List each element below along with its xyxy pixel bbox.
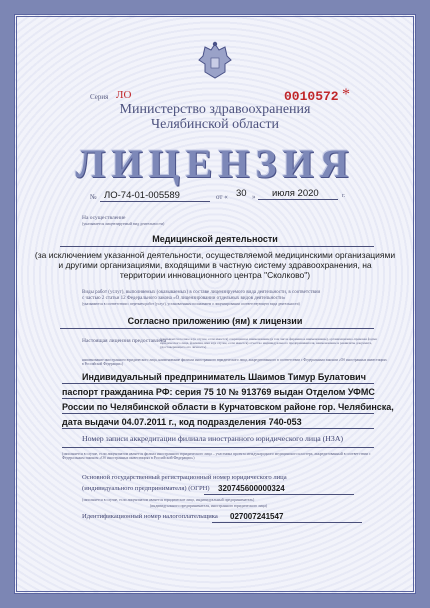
works-text-line1: Виды работ (услуг), выполняемых (оказываемых) в составе лицензируемого вида деятельности, в соответствии	[82, 290, 321, 295]
ogrn-hint: (заполняется в случае, если лицензиатом является юридическое лицо, индивидуальный предприниматель)	[82, 498, 255, 502]
date-day: 30	[236, 188, 247, 199]
licensee-name-line3: России по Челябинской области в Курчатовском районе гор. Челябинска,	[62, 402, 394, 412]
licensee-name-line2: паспорт гражданина РФ: серия 75 10 № 913769 выдан Отделом УФМС	[62, 387, 375, 397]
works-hint: (указываются в соответствии с перечнем работ (услуг), установленным положением о лицензировании соответствующего вида деятельности)	[82, 302, 300, 306]
licensee-intro-hint: (указывается полное и (в случае, если имеется) сокращенное наименование (в том числе фирменное наименование), организационно-правовая форма юридического лица, фамилия, имя и (в случае, если имеется) отчество индивидуального предпринимателя, наименование и реквизиты документа, удостоверяющего его личность)	[160, 337, 377, 349]
activity-exclusion-line1: (за исключением указанной деятельности, осуществляемой медицинскими организациями	[34, 250, 396, 260]
document-title: ЛИЦЕНЗИЯ	[75, 141, 355, 186]
date-month-year: июля 2020	[272, 188, 319, 199]
licensee-intro: Настоящая лицензия предоставлена	[82, 338, 167, 344]
date-close-quote: »	[252, 193, 256, 201]
works-text-line2: с частью 2 статьи 12 Федерального закона «О лицензировании отдельных видов деятельности»	[82, 296, 286, 301]
license-number: ЛО-74-01-005589	[104, 190, 180, 201]
activity-exclusion-line3: территории инновационного центра "Сколково")	[119, 270, 311, 280]
series-value: ЛО	[116, 89, 132, 101]
license-form-number: 0010572	[284, 89, 339, 104]
licensee-name-line1: Индивидуальный предприниматель Шаимов Тимур Булатович	[82, 372, 366, 382]
activity-label: На осуществление	[82, 215, 126, 221]
accreditation-label: Номер записи аккредитации филиала иностранного юридического лица (НЗА)	[82, 434, 344, 443]
ogrn-label-line1: Основной государственный регистрационный номер юридического лица	[82, 474, 287, 481]
ogrn-label-line2: (индивидуального предпринимателя) (ОГРН)	[82, 485, 210, 492]
works-value: Согласно приложению (ям) к лицензии	[127, 316, 303, 326]
number-label: №	[90, 193, 97, 201]
licensee-intro-hint2: наименование иностранного юридического лица, наименование филиала иностранного юридического лица, аккредитованного в соответствии с Федеральным законом «Об иностранных инвестициях в Российской Федерации»)	[82, 358, 387, 367]
ogrn-value: 320745600000324	[218, 484, 285, 493]
accreditation-hint: (заполняется в случае, если лицензиатом является филиал иностранного юридического лица – участника проекта международного медицинского кластера, аккредитованный в соответствии с Федеральным законом «Об иностранных инвестициях в Российской Федерации»)	[62, 452, 371, 461]
inn-label: Идентификационный номер налогоплательщика	[82, 513, 218, 520]
series-label: Серия	[90, 93, 109, 101]
activity-hint: (указывается лицензируемый вид деятельности)	[82, 221, 165, 226]
coat-of-arms-emblem	[197, 40, 233, 82]
year-suffix: г.	[342, 193, 346, 199]
ministry-name-line2: Челябинской области	[151, 117, 279, 132]
inn-value: 027007241547	[230, 512, 284, 521]
ogrn-hint2: (индивидуального предпринимателя, иностранного юридического лица)	[150, 504, 268, 508]
date-from-label: от «	[216, 193, 228, 201]
activity-value: Медицинской деятельности	[152, 234, 278, 244]
ministry-name-line1: Министерство здравоохранения	[119, 102, 311, 117]
activity-exclusion-line2: и другими организациями, входящими в частную систему здравоохранения, на	[58, 260, 372, 270]
star-mark: *	[342, 86, 350, 103]
licensee-name-line4: дата выдачи 04.07.2011 г., код подразделения 740-053	[62, 417, 302, 427]
